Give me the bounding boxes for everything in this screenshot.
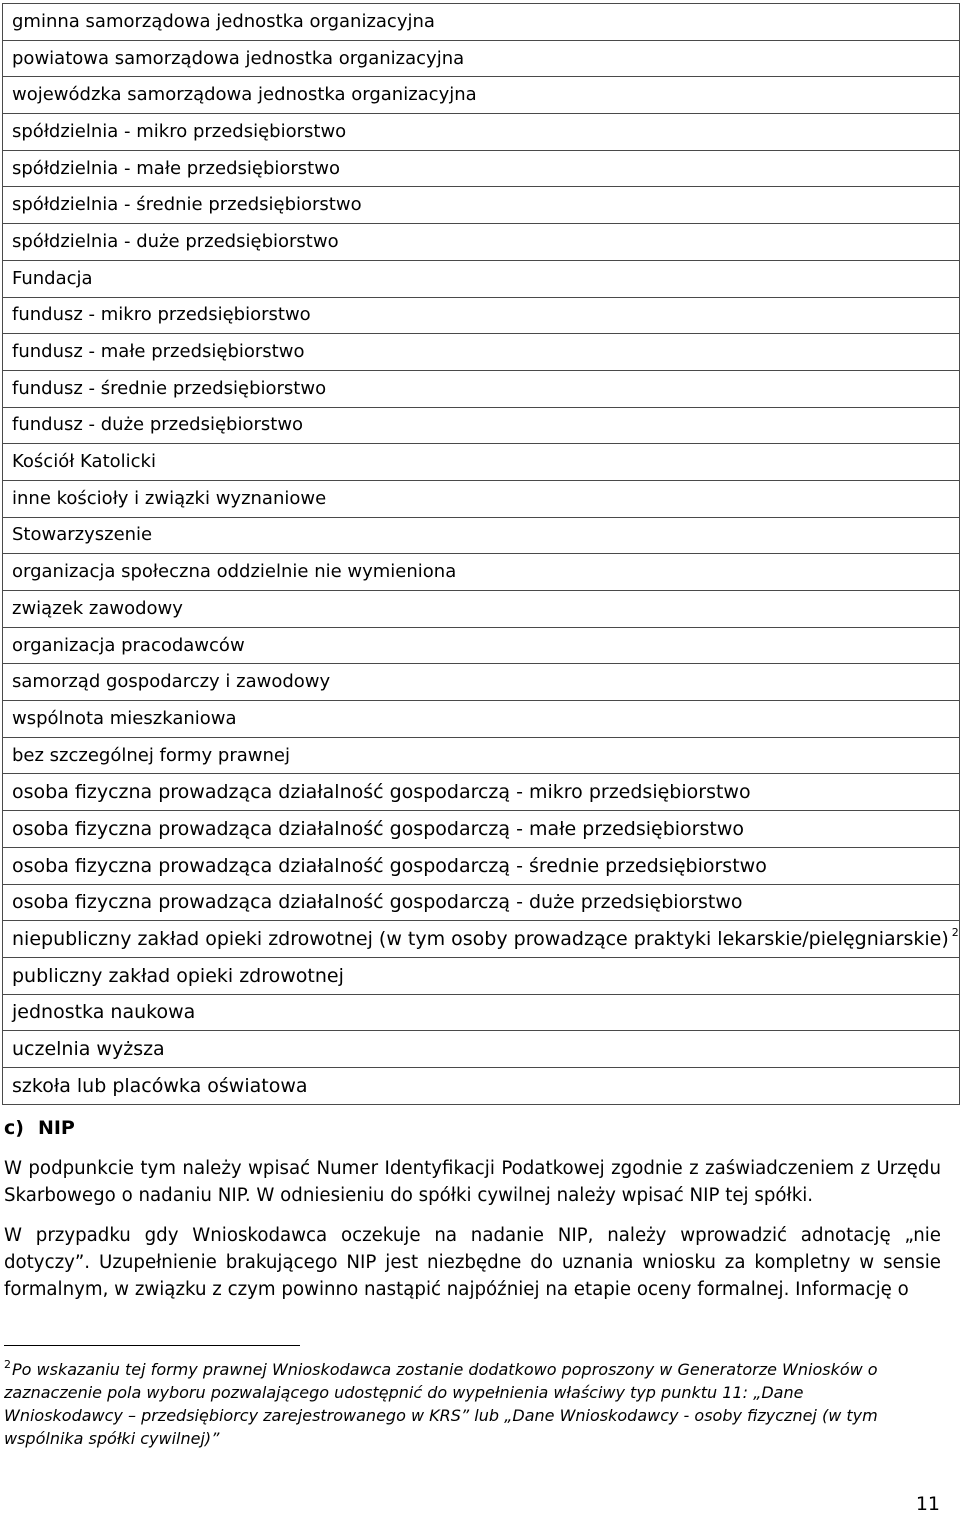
legal-form-cell: spółdzielnia - małe przedsiębiorstwo bbox=[3, 150, 960, 187]
legal-form-cell: Stowarzyszenie bbox=[3, 517, 960, 554]
legal-form-cell: osoba fizyczna prowadząca działalność gospodarczą - mikro przedsiębiorstwo bbox=[3, 774, 960, 811]
legal-form-cell: powiatowa samorządowa jednostka organizacyjna bbox=[3, 40, 960, 77]
table-row bbox=[3, 591, 960, 628]
section-heading bbox=[4, 1117, 75, 1139]
table-row bbox=[3, 334, 960, 371]
table-row bbox=[3, 1031, 960, 1068]
table-row bbox=[3, 297, 960, 334]
table-row bbox=[3, 77, 960, 114]
legal-form-cell: wojewódzka samorządowa jednostka organizacyjna bbox=[3, 77, 960, 114]
table-row bbox=[3, 407, 960, 444]
page-number: 11 bbox=[915, 1493, 940, 1515]
legal-form-cell: jednostka naukowa bbox=[3, 994, 960, 1031]
table-row bbox=[3, 701, 960, 738]
table-row bbox=[3, 921, 960, 958]
legal-form-cell: spółdzielnia - średnie przedsiębiorstwo bbox=[3, 187, 960, 224]
legal-form-cell: publiczny zakład opieki zdrowotnej bbox=[3, 957, 960, 994]
legal-form-cell: spółdzielnia - duże przedsiębiorstwo bbox=[3, 224, 960, 261]
table-row bbox=[3, 224, 960, 261]
table-row bbox=[3, 40, 960, 77]
table-row bbox=[3, 884, 960, 921]
table-row bbox=[3, 554, 960, 591]
table-row bbox=[3, 114, 960, 151]
legal-form-cell: szkoła lub placówka oświatowa bbox=[3, 1067, 960, 1104]
footnote-ref: 2 bbox=[951, 926, 959, 940]
table-row bbox=[3, 150, 960, 187]
section-title: NIP bbox=[37, 1117, 75, 1139]
table-row bbox=[3, 737, 960, 774]
nip-paragraph-1: W podpunkcie tym należy wpisać Numer Identyfikacji Podatkowej zgodnie z zaświadczeniem z Urzędu Skarbowego o nadaniu NIP. W odniesieniu do spółki cywilnej należy wpisać NIP tej spółki. bbox=[4, 1158, 941, 1206]
table-row bbox=[3, 370, 960, 407]
legal-form-cell: uczelnia wyższa bbox=[3, 1031, 960, 1068]
table-row bbox=[3, 4, 960, 41]
legal-form-cell: gminna samorządowa jednostka organizacyjna bbox=[3, 4, 960, 41]
legal-form-cell: związek zawodowy bbox=[3, 591, 960, 628]
footnote-text: Po wskazaniu tej formy prawnej Wnioskodawca zostanie dodatkowo poproszony w Generatorze Wniosków o zaznaczenie pola wyboru pozwalającego udostępnić do wypełnienia właściwy typ punktu 11: „Dane Wnioskodawcy – przedsiębiorcy zarejestrowanego w KRS” lub „Dane Wnioskodawcy - osoby fizycznej (w tym wspólnika spółki cywilnej)” bbox=[4, 1360, 878, 1448]
legal-form-cell: Fundacja bbox=[3, 260, 960, 297]
table-row bbox=[3, 664, 960, 701]
nip-paragraph-2: W przypadku gdy Wnioskodawca oczekuje na nadanie NIP, należy wprowadzić adnotację „nie dotyczy”. Uzupełnienie brakującego NIP jest niezbędne do uznania wniosku za kompletny w sensie formalnym, w związku z czym powinno nastąpić najpóźniej na etapie oceny formalnej. Informację o bbox=[4, 1225, 941, 1300]
table-row bbox=[3, 1067, 960, 1104]
table-row bbox=[3, 444, 960, 481]
table-row bbox=[3, 480, 960, 517]
table-row bbox=[3, 957, 960, 994]
section-letter: c) bbox=[4, 1117, 24, 1139]
table-row bbox=[3, 260, 960, 297]
legal-form-cell: osoba fizyczna prowadząca działalność gospodarczą - duże przedsiębiorstwo bbox=[3, 884, 960, 921]
table-row bbox=[3, 994, 960, 1031]
legal-form-cell: organizacja społeczna oddzielnie nie wymieniona bbox=[3, 554, 960, 591]
table-row bbox=[3, 847, 960, 884]
legal-form-cell: osoba fizyczna prowadząca działalność gospodarczą - małe przedsiębiorstwo bbox=[3, 811, 960, 848]
legal-form-cell: wspólnota mieszkaniowa bbox=[3, 701, 960, 738]
legal-form-cell: fundusz - duże przedsiębiorstwo bbox=[3, 407, 960, 444]
legal-form-cell: organizacja pracodawców bbox=[3, 627, 960, 664]
footnote-number: 2 bbox=[4, 1358, 11, 1371]
legal-form-cell: bez szczególnej formy prawnej bbox=[3, 737, 960, 774]
legal-forms-table bbox=[2, 3, 960, 1105]
footnote bbox=[4, 1358, 924, 1450]
table-row bbox=[3, 187, 960, 224]
table-row bbox=[3, 774, 960, 811]
table-row bbox=[3, 627, 960, 664]
legal-form-cell: Kościół Katolicki bbox=[3, 444, 960, 481]
table-row bbox=[3, 811, 960, 848]
legal-form-label: niepubliczny zakład opieki zdrowotnej (w tym osoby prowadzące praktyki lekarskie/pielęgniarskie) bbox=[12, 928, 949, 951]
footnote-separator bbox=[4, 1345, 300, 1346]
legal-form-cell: fundusz - małe przedsiębiorstwo bbox=[3, 334, 960, 371]
legal-form-cell: spółdzielnia - mikro przedsiębiorstwo bbox=[3, 114, 960, 151]
legal-form-cell: samorząd gospodarczy i zawodowy bbox=[3, 664, 960, 701]
legal-form-cell: osoba fizyczna prowadząca działalność gospodarczą - średnie przedsiębiorstwo bbox=[3, 847, 960, 884]
legal-form-cell: fundusz - mikro przedsiębiorstwo bbox=[3, 297, 960, 334]
legal-form-cell: fundusz - średnie przedsiębiorstwo bbox=[3, 370, 960, 407]
table-row bbox=[3, 517, 960, 554]
legal-form-cell bbox=[3, 921, 960, 958]
legal-form-cell: inne kościoły i związki wyznaniowe bbox=[3, 480, 960, 517]
